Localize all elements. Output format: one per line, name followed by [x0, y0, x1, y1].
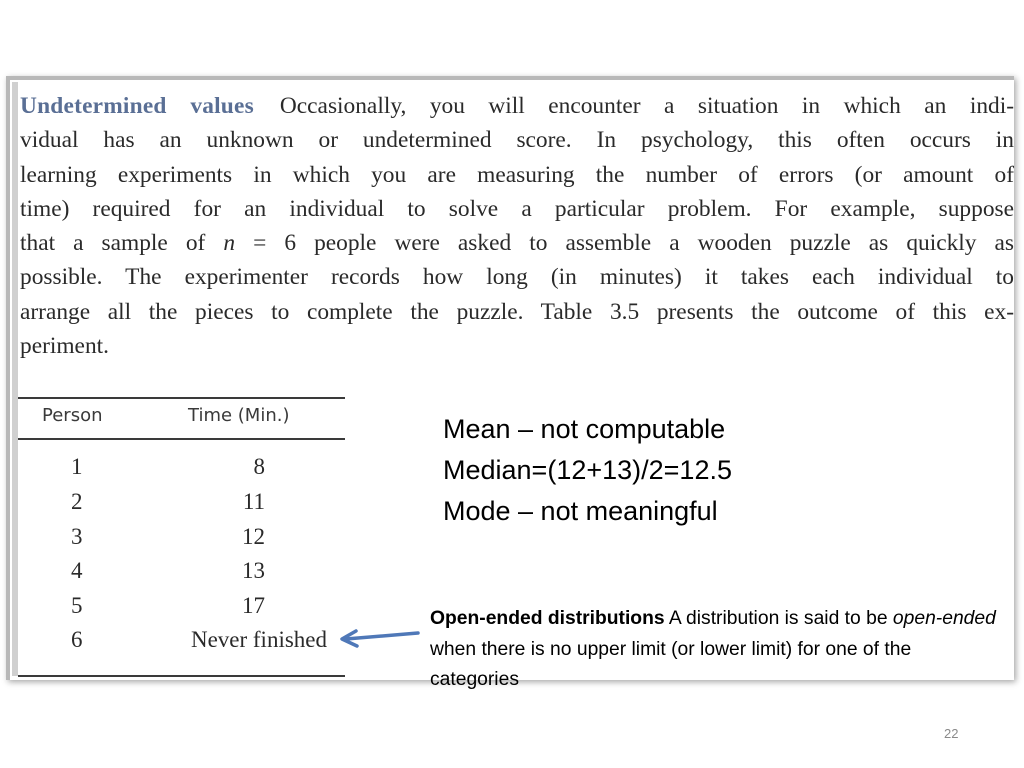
statistics-summary: [443, 409, 732, 532]
excerpt-line-1: Undetermined values Occasionally, you will encounter a situation in which an indi-: [20, 93, 1014, 119]
slide-number: 22: [944, 726, 959, 741]
excerpt-line-4: time) required for an individual to solve a particular problem. For example, suppose: [20, 195, 1014, 222]
table-row: [18, 593, 345, 627]
table-cell-time: 17: [242, 593, 265, 618]
excerpt-line-2: vidual has an unknown or undetermined score. In psychology, this often occurs in: [20, 127, 1014, 154]
table-header-person: Person: [42, 405, 103, 426]
table-cell-person: 1: [71, 454, 83, 479]
mode-statement: Mode – not meaningful: [443, 496, 718, 526]
mean-statement: Mean – not computable: [443, 414, 726, 444]
excerpt-line-8: periment.: [20, 333, 109, 360]
table-cell-person: 5: [71, 593, 83, 618]
time-table: [18, 397, 345, 681]
table-cell-time: 11: [242, 489, 265, 514]
excerpt-heading: Undetermined values: [20, 93, 254, 119]
excerpt-line-5: that a sample of n = 6 people were asked to assemble a wooden puzzle as quickly as: [20, 230, 1014, 257]
table-row: [18, 524, 345, 558]
table-rule-bottom: [18, 675, 345, 677]
definition-italic-term: open-ended: [892, 608, 996, 629]
excerpt-paragraph: [20, 89, 1014, 363]
table-row: [18, 454, 345, 488]
table-cell-time: 8: [253, 454, 265, 479]
table-cell-time: 13: [242, 558, 265, 583]
excerpt-line-7: arrange all the pieces to complete the puzzle. Table 3.5 presents the outcome of this ex-: [20, 298, 1014, 325]
table-cell-person: 3: [71, 524, 83, 549]
excerpt-line-3: learning experiments in which you are measuring the number of errors (or amount of: [20, 161, 1014, 188]
table-rule-mid: [18, 438, 345, 440]
table-row: [18, 627, 345, 661]
table-cell-person: 2: [71, 489, 83, 514]
table-cell-person: 4: [71, 558, 83, 583]
median-statement: Median=(12+13)/2=12.5: [443, 455, 732, 485]
table-cell-time: 12: [242, 524, 265, 549]
table-cell-time: Never finished: [190, 627, 327, 652]
table-row: [18, 489, 345, 523]
left-arrow-icon: [330, 624, 430, 654]
table-rule-top: [18, 397, 345, 399]
table-row: [18, 558, 345, 592]
open-ended-definition: Open-ended distributions A distribution is said to be open-ended when there is no upper limit (or lower limit) for one of the categories: [430, 608, 996, 690]
table-cell-person: 6: [71, 627, 83, 652]
excerpt-line-6: possible. The experimenter records how long (in minutes) it takes each individual to: [20, 264, 1014, 291]
table-header-time: Time (Min.): [188, 405, 290, 426]
definition-term: Open-ended distributions: [430, 608, 665, 629]
